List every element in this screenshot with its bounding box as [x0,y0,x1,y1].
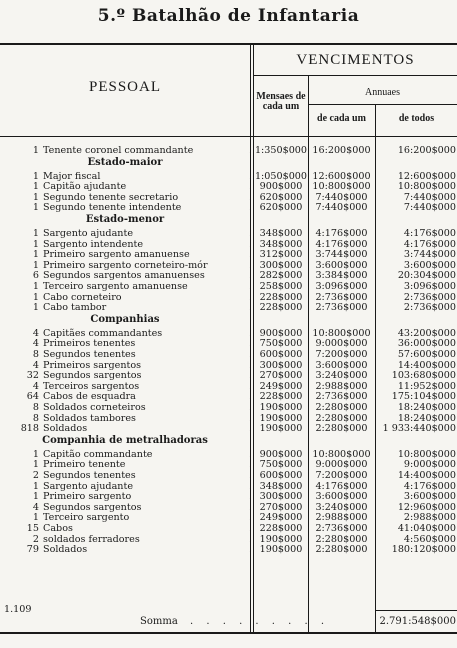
leader-dots [249,281,250,292]
leader-dots [249,502,250,513]
header-vencimentos: VENCIMENTOS [296,52,415,68]
row-quantity: 1 [32,302,39,314]
row-quantity: 8 [32,412,39,424]
leader-dots [249,470,250,481]
leader-dots [249,192,250,203]
row-annual-each: 10:800$000 [312,181,371,193]
row-quantity: 1 [32,202,39,214]
row-quantity: 15 [26,523,39,534]
row-monthly-pay: 190$000 [259,544,303,556]
leader-dots [249,145,250,156]
table-row [0,145,457,156]
row-quantity: 8 [32,402,39,413]
table-row [0,349,457,360]
row-annual-total: 3:096$000 [403,281,456,292]
table-row [0,413,457,424]
row-post-name: Tenente coronel commandante [43,145,194,156]
row-annual-each: 2:280$000 [315,412,368,424]
row-annual-total: 10:800$000 [397,181,456,193]
leader-dots [249,413,250,424]
row-annual-each: 3:600$000 [315,359,368,371]
row-annual-each: 16:200$000 [312,145,371,156]
row-monthly-pay: 1:050$000 [254,170,308,182]
row-annual-total: 7:440$000 [403,202,456,214]
row-post-name: Sargento ajudante [43,480,134,492]
row-post-name: Cabos [43,523,73,534]
table-row [0,449,457,460]
row-post-name: Cabo corneteiro [43,291,122,303]
row-monthly-pay: 348$000 [259,228,303,239]
leader-dots [249,544,250,555]
row-post-name: Sargento ajudante [43,228,134,239]
table-row [0,249,457,260]
row-quantity: 1 [32,145,39,156]
row-annual-each: 2:736$000 [315,523,368,534]
row-monthly-pay: 190$000 [259,533,303,545]
leader-dots [249,349,250,360]
row-monthly-pay: 620$000 [259,202,303,214]
header-pessoal: PESSOAL [88,79,162,95]
row-annual-total: 57:600$000 [397,349,456,360]
row-annual-total: 4:560$000 [403,533,456,545]
row-annual-each: 4:176$000 [315,238,368,250]
leader-dots [249,370,250,381]
row-post-name: Primeiro sargento [43,491,132,503]
row-quantity: 1 [32,491,39,503]
row-annual-each: 2:280$000 [315,402,368,413]
table-row [0,381,457,392]
row-quantity: 1 [32,512,39,524]
row-post-name: Capitão commandante [43,448,153,460]
table-row [0,512,457,523]
row-monthly-pay: 750$000 [259,338,303,350]
row-annual-each: 2:988$000 [315,380,368,392]
row-annual-each: 2:280$000 [315,533,368,545]
row-post-name: Segundos sargentos amanuenses [43,270,205,282]
row-quantity: 1 [32,480,39,492]
leader-dots [249,260,250,271]
row-quantity: 32 [26,370,39,382]
row-post-name: Cabos de esquadra [43,391,136,403]
leader-dots [249,360,250,371]
total-count: 1.109 [4,604,32,615]
row-post-name: Segundo tenente intendente [43,202,182,214]
row-quantity: 4 [32,338,39,350]
row-annual-each: 3:096$000 [315,281,368,292]
row-annual-total: 175:104$000 [391,391,456,403]
row-annual-each: 12:600$000 [312,170,371,182]
row-annual-total: 12:600$000 [397,170,456,182]
row-monthly-pay: 228$000 [259,291,303,303]
row-quantity: 1 [32,191,39,203]
row-post-name: Soldados [43,544,88,556]
somma-leader-dots: . . . . . . . . . [190,616,330,627]
row-annual-each: 3:744$000 [315,249,368,261]
row-post-name: Primeiros tenentes [43,338,136,350]
row-annual-each: 3:240$000 [315,370,368,382]
row-annual-total: 4:176$000 [403,228,456,239]
row-monthly-pay: 300$000 [259,259,303,271]
row-quantity: 1 [32,259,39,271]
row-annual-total: 12:960$000 [397,501,456,513]
row-monthly-pay: 300$000 [259,491,303,503]
row-quantity: 818 [20,423,39,435]
row-annual-total: 2:988$000 [403,512,456,524]
row-annual-total: 3:600$000 [403,259,456,271]
table-row [0,481,457,492]
row-quantity: 79 [26,544,39,556]
section-heading: Estado-menor [85,214,165,225]
row-monthly-pay: 190$000 [259,423,303,435]
row-annual-each: 4:176$000 [315,480,368,492]
row-annual-each: 7:440$000 [315,191,368,203]
leader-dots [249,302,250,313]
table-row [0,338,457,349]
somma-label: Somma [140,616,178,627]
row-monthly-pay: 228$000 [259,302,303,314]
row-post-name: Major fiscal [43,170,101,182]
leader-dots [249,202,250,213]
row-annual-each: 2:736$000 [315,291,368,303]
row-annual-total: 4:176$000 [403,480,456,492]
leader-dots [249,449,250,460]
table-row [0,270,457,281]
table-row [0,239,457,250]
row-annual-each: 2:736$000 [315,302,368,314]
row-annual-total: 2:736$000 [403,291,456,303]
row-annual-total: 1 933:440$000 [382,423,456,435]
row-quantity: 4 [32,380,39,392]
table-row [0,502,457,513]
row-annual-each: 3:600$000 [315,259,368,271]
row-annual-each: 7:200$000 [315,470,368,481]
row-post-name: Terceiro sargento [43,512,130,524]
table-row [0,402,457,413]
section-heading: Companhias [90,313,160,325]
row-annual-each: 2:988$000 [315,512,368,524]
row-post-name: Soldados corneteiros [43,402,146,413]
row-annual-total: 18:240$000 [397,402,456,413]
row-monthly-pay: 620$000 [259,191,303,203]
row-monthly-pay: 600$000 [259,470,303,481]
row-post-name: Primeiro sargento corneteiro-mór [43,259,208,271]
section-heading: Estado-maior [87,156,163,168]
row-annual-total: 43:200$000 [397,327,456,339]
header-mensaes: Mensaes de cada um [256,91,306,112]
leader-dots [249,328,250,339]
table-row [0,171,457,182]
row-annual-total: 16:200$000 [397,145,456,156]
leader-dots [249,171,250,182]
table-row [0,302,457,313]
row-monthly-pay: 348$000 [259,480,303,492]
row-monthly-pay: 228$000 [259,523,303,534]
table-row [0,534,457,545]
row-annual-each: 3:240$000 [315,501,368,513]
leader-dots [249,181,250,192]
row-monthly-pay: 1:350$000 [254,145,308,156]
row-quantity: 4 [32,501,39,513]
row-annual-total: 36:000$000 [397,338,456,350]
row-monthly-pay: 249$000 [259,512,303,524]
row-annual-total: 103:680$000 [391,370,456,382]
leader-dots [249,381,250,392]
row-annual-total: 3:744$000 [403,249,456,261]
row-post-name: Capitães commandantes [43,327,163,339]
row-quantity: 4 [32,359,39,371]
row-annual-each: 3:384$000 [315,270,368,282]
leader-dots [249,270,250,281]
row-monthly-pay: 282$000 [259,270,303,282]
table-row [0,370,457,381]
row-monthly-pay: 750$000 [259,459,303,471]
leader-dots [249,239,250,250]
row-quantity: 8 [32,349,39,360]
row-quantity: 2 [32,533,39,545]
row-quantity: 1 [32,281,39,292]
row-annual-each: 7:200$000 [315,349,368,360]
row-annual-each: 10:800$000 [312,448,371,460]
row-post-name: Capitão ajudante [43,181,127,193]
leader-dots [249,481,250,492]
row-annual-total: 14:400$000 [397,359,456,371]
row-monthly-pay: 270$000 [259,501,303,513]
row-quantity: 1 [32,249,39,261]
header-de-cada-um: de cada um [317,113,366,124]
row-annual-each: 3:600$000 [315,491,368,503]
table-row [0,523,457,534]
row-monthly-pay: 190$000 [259,402,303,413]
table-row [0,202,457,213]
row-quantity: 1 [32,228,39,239]
row-monthly-pay: 600$000 [259,349,303,360]
header-annuaes: Annuaes [365,87,400,98]
leader-dots [249,534,250,545]
row-annual-total: 41:040$000 [397,523,456,534]
leader-dots [249,402,250,413]
row-post-name: soldados ferradores [43,533,140,545]
row-post-name: Segundos sargentos [43,501,142,513]
row-post-name: Cabo tambor [43,302,107,314]
row-monthly-pay: 249$000 [259,380,303,392]
row-monthly-pay: 270$000 [259,370,303,382]
row-post-name: Primeiro tenente [43,459,126,471]
row-post-name: Segundos tenentes [43,349,136,360]
row-annual-total: 20:304$000 [397,270,456,282]
row-post-name: Soldados [43,423,88,435]
table-row [0,423,457,434]
leader-dots [249,338,250,349]
row-quantity: 2 [32,470,39,481]
row-monthly-pay: 900$000 [259,327,303,339]
row-quantity: 1 [32,448,39,460]
row-post-name: Segundos tenentes [43,470,136,481]
row-quantity: 1 [32,181,39,193]
row-post-name: Primeiros sargentos [43,359,142,371]
header-de-todos: de todos [398,113,435,124]
leader-dots [249,228,250,239]
row-quantity: 1 [32,170,39,182]
table-row [0,544,457,555]
table-row [0,360,457,371]
row-monthly-pay: 190$000 [259,412,303,424]
row-quantity: 1 [32,459,39,471]
row-monthly-pay: 900$000 [259,181,303,193]
table-row [0,192,457,203]
row-annual-total: 9:000$000 [403,459,456,471]
row-annual-each: 2:280$000 [315,544,368,556]
row-annual-each: 10:800$000 [312,327,371,339]
row-monthly-pay: 900$000 [259,448,303,460]
table-row [0,391,457,402]
row-annual-each: 9:000$000 [315,459,368,471]
leader-dots [249,249,250,260]
row-monthly-pay: 300$000 [259,359,303,371]
row-post-name: Segundos sargentos [43,370,142,382]
leader-dots [249,523,250,534]
row-post-name: Segundo tenente secretario [43,191,179,203]
row-annual-total: 18:240$000 [397,412,456,424]
row-quantity: 1 [32,291,39,303]
row-annual-each: 2:736$000 [315,391,368,403]
row-monthly-pay: 312$000 [259,249,303,261]
table-row [0,470,457,481]
section-heading: Companhia de metralhadoras [42,434,208,446]
row-quantity: 4 [32,327,39,339]
row-post-name: Terceiro sargento amanuense [43,281,188,292]
row-annual-total: 14:400$000 [397,470,456,481]
table-row [0,459,457,470]
leader-dots [249,391,250,402]
table-row [0,491,457,502]
row-annual-total: 4:176$000 [403,238,456,250]
row-annual-each: 7:440$000 [315,202,368,214]
row-post-name: Terceiros sargentos [43,380,140,392]
row-monthly-pay: 258$000 [259,281,303,292]
row-annual-total: 11:952$000 [397,380,456,392]
row-annual-each: 2:280$000 [315,423,368,435]
row-post-name: Primeiro sargento amanuense [43,249,190,261]
table-row [0,181,457,192]
row-post-name: Sargento intendente [43,238,144,250]
somma-value: 2.791:548$000 [379,616,456,627]
row-monthly-pay: 348$000 [259,238,303,250]
row-monthly-pay: 228$000 [259,391,303,403]
row-quantity: 1 [32,238,39,250]
table-row [0,281,457,292]
row-annual-each: 9:000$000 [315,338,368,350]
leader-dots [249,292,250,303]
row-annual-total: 180:120$000 [391,544,456,556]
leader-dots [249,491,250,502]
document-title: 5.º Batalhão de Infantaria [97,6,360,26]
leader-dots [249,459,250,470]
row-quantity: 64 [26,391,39,403]
leader-dots [249,512,250,523]
row-post-name: Soldados tambores [43,412,136,424]
table-row [0,260,457,271]
table-row [0,292,457,303]
row-annual-total: 3:600$000 [403,491,456,503]
table-row [0,328,457,339]
row-annual-total: 7:440$000 [403,191,456,203]
leader-dots [249,423,250,434]
row-annual-each: 4:176$000 [315,228,368,239]
row-annual-total: 10:800$000 [397,448,456,460]
row-quantity: 6 [32,270,39,282]
row-annual-total: 2:736$000 [403,302,456,314]
table-row [0,228,457,239]
